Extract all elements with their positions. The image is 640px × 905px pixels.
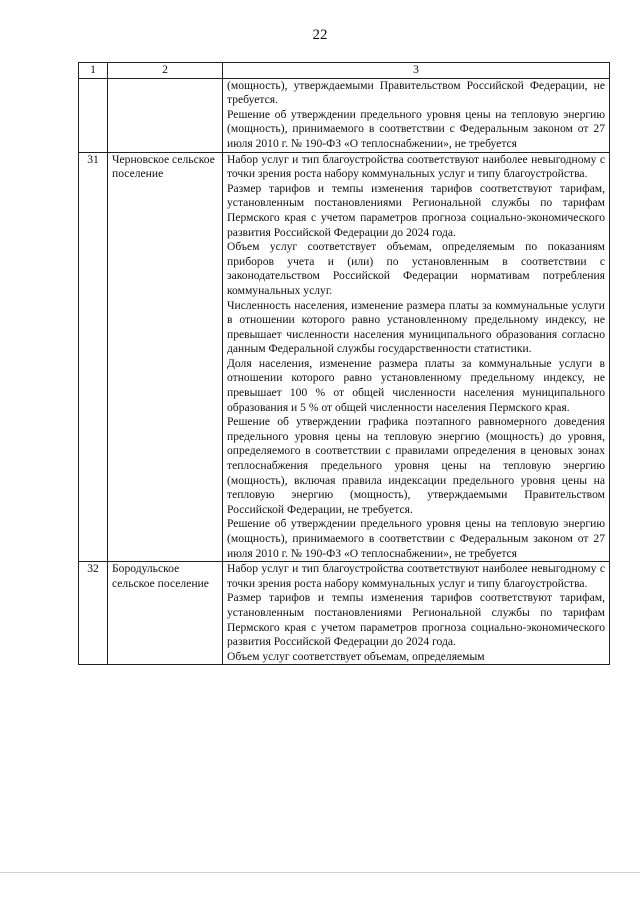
column-header-2: 2 — [108, 63, 223, 79]
paragraph: Решение об утверждении графика поэтапного равномерного доведения предельного уровня цены на тепловую энергию (мощность) до уровня, определяемого в соответствии с правилами определения в ценовых зонах теплоснабжения предельного уровня цены на тепловую энергию (мощность), включая правила индексации предельного уровня цены на тепловую энергию (мощность), утверждаемыми Правительством Российской Федерации, не требуется. — [227, 415, 605, 516]
paragraph: Набор услуг и тип благоустройства соответствуют наиболее невыгодному с точки зрения роста набору коммунальных услуг и типу благоустройства. — [227, 152, 605, 181]
paragraph: Размер тарифов и темпы изменения тарифов соответствуют тарифам, установленным постановлениями Региональной службы по тарифам Пермского края с учетом параметров прогноза социально-экономического развития Российской Федерации до 2024 года. — [227, 591, 605, 649]
paragraph: Решение об утверждении предельного уровня цены на тепловую энергию (мощность), принимаемого в соответствии с Федеральным законом от 27 июля 2010 г. № 190-ФЗ «О теплоснабжении», не требуется — [227, 107, 605, 150]
row-number: 31 — [79, 152, 108, 562]
paragraph: Размер тарифов и темпы изменения тарифов соответствуют тарифам, установленным постановлениями Региональной службы по тарифам Пермского края с учетом параметров прогноза социально-экономического развития Российской Федерации до 2024 года. — [227, 181, 605, 239]
row-number — [79, 78, 108, 152]
paragraph: Набор услуг и тип благоустройства соответствуют наиболее невыгодному с точки зрения роста набору коммунальных услуг и типу благоустройства. — [227, 562, 605, 590]
conditions-cell — [223, 78, 610, 152]
conditions-cell — [223, 562, 610, 665]
paragraph: Объем услуг соответствует объемам, определяемым по показаниям приборов учета и (или) по установленным в соответствии с законодательством Российской Федерации нормативам потребления коммунальных услуг. — [227, 240, 605, 297]
paragraph: (мощность), утверждаемыми Правительством Российской Федерации, не требуется. — [227, 78, 605, 107]
municipality-name — [108, 78, 223, 152]
conditions-cell — [223, 152, 610, 562]
table-row — [79, 562, 610, 665]
page-bottom-divider — [0, 872, 640, 873]
page-number: 22 — [312, 27, 328, 43]
row-number: 32 — [79, 562, 108, 665]
municipality-name: Черновское сельское поселение — [108, 152, 223, 562]
paragraph: Объем услуг соответствует объемам, определяемым — [227, 649, 485, 663]
paragraph: Численность населения, изменение размера платы за коммунальные услуги в отношении которого равно установленному предельному индексу, не превышает численности населения муниципального образования согласно данным Федеральной службы государственности статистики. — [227, 298, 605, 356]
paragraph: Доля населения, изменение размера платы за коммунальные услуги в отношении которого равно установленному предельному индексу, не превышает 100 % от общей численности населения муниципального образования и 5 % от общей численности населения Пермского края. — [227, 356, 605, 414]
municipality-table — [78, 62, 610, 665]
municipality-name: Бородульское сельское поселение — [108, 562, 223, 665]
column-header-1: 1 — [79, 63, 108, 79]
table-header-row — [79, 63, 610, 79]
paragraph: Решение об утверждении предельного уровня цены на тепловую энергию (мощность), принимаемого в соответствии с Федеральным законом от 27 июля 2010 г. № 190-ФЗ «О теплоснабжении», не требуется — [227, 517, 605, 560]
column-header-3: 3 — [223, 63, 610, 79]
table-row — [79, 78, 610, 152]
table-row — [79, 152, 610, 562]
